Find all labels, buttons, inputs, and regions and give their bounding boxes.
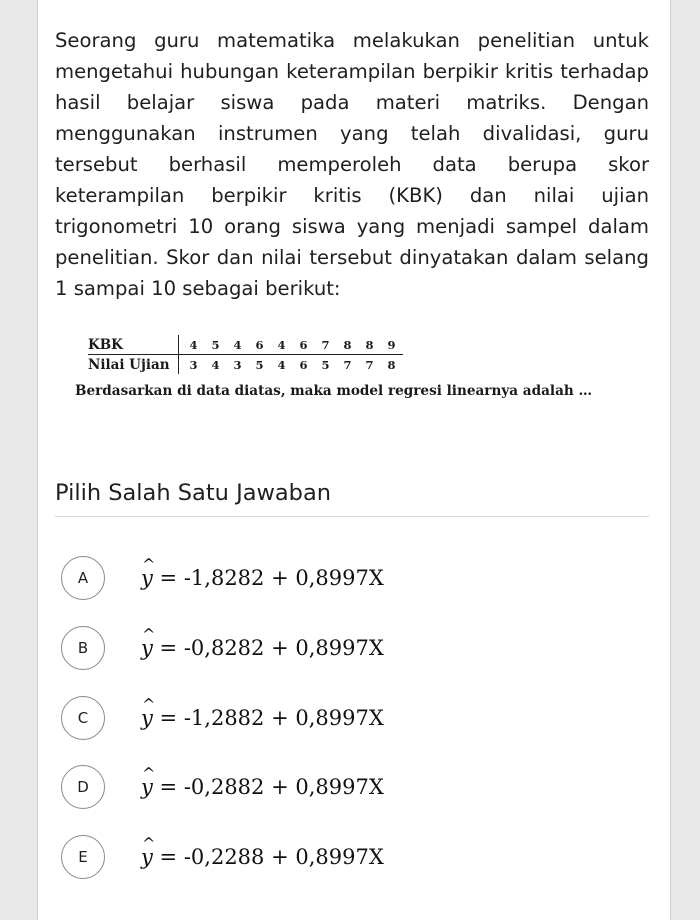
nilai-value: 4 — [211, 357, 220, 372]
answer-option-e[interactable] — [61, 835, 621, 881]
option-letter-b[interactable]: B — [61, 626, 105, 670]
y-hat-symbol: ^ y — [141, 706, 153, 730]
data-table — [88, 335, 403, 374]
option-formula-e — [141, 845, 384, 869]
kbk-value: 5 — [205, 335, 227, 355]
formula-text: = -1,8282 + 0,8997X — [152, 566, 384, 590]
table-row-nilai-ujian — [88, 355, 403, 375]
y-hat-symbol: ^ y — [141, 636, 153, 660]
nilai-value: 6 — [299, 357, 308, 372]
table-row-kbk — [88, 335, 403, 355]
option-formula-a — [141, 566, 384, 590]
row-label-nilai-ujian: Nilai Ujian — [88, 355, 178, 375]
nilai-value: 3 — [189, 357, 198, 372]
nilai-value: 3 — [233, 357, 242, 372]
kbk-value: 4 — [227, 335, 249, 355]
answer-option-c[interactable] — [61, 696, 621, 742]
formula-text: = -1,2882 + 0,8997X — [152, 706, 384, 730]
kbk-value: 8 — [337, 335, 359, 355]
formula-text: = -0,8282 + 0,8997X — [152, 636, 384, 660]
option-letter-d[interactable]: D — [61, 765, 105, 809]
option-formula-d — [141, 775, 384, 799]
question-text: Seorang guru matematika melakukan penelitian untuk mengetahui hubungan keterampilan berpikir kritis terhadap hasil belajar siswa pada materi matriks. Dengan menggunakan instrumen yang telah divalidasi, guru tersebut berhasil memperoleh data berupa skor keterampilan berpikir kritis (KBK) dan nilai ujian trigonometri 10 orang siswa yang menjadi sampel dalam penelitian. Skor dan nilai tersebut dinyatakan dalam selang 1 sampai 10 sebagai berikut: — [55, 29, 649, 300]
kbk-value: 4 — [271, 335, 293, 355]
y-hat-symbol: ^ y — [141, 775, 153, 799]
kbk-value: 6 — [293, 335, 315, 355]
option-letter-a[interactable]: A — [61, 556, 105, 600]
question-prompt: Berdasarkan di data diatas, maka model regresi linearnya adalah … — [75, 383, 593, 399]
kbk-value: 8 — [359, 335, 381, 355]
option-formula-b — [141, 636, 384, 660]
kbk-value: 9 — [381, 335, 403, 355]
nilai-value: 8 — [387, 357, 396, 372]
divider — [55, 516, 649, 517]
kbk-value: 7 — [315, 335, 337, 355]
kbk-value: 6 — [249, 335, 271, 355]
answer-option-b[interactable] — [61, 626, 621, 672]
kbk-value: 4 — [178, 335, 205, 355]
formula-text: = -0,2288 + 0,8997X — [152, 845, 384, 869]
option-letter-e[interactable]: E — [61, 835, 105, 879]
nilai-value: 5 — [321, 357, 330, 372]
nilai-value: 4 — [277, 357, 286, 372]
option-formula-c — [141, 706, 384, 730]
answer-option-a[interactable] — [61, 556, 621, 602]
option-letter-c[interactable]: C — [61, 696, 105, 740]
nilai-value: 5 — [255, 357, 264, 372]
nilai-value: 7 — [343, 357, 352, 372]
y-hat-symbol: ^ y — [141, 566, 153, 590]
answer-option-d[interactable] — [61, 765, 621, 811]
row-label-kbk: KBK — [88, 335, 178, 355]
nilai-value: 7 — [365, 357, 374, 372]
y-hat-symbol: ^ y — [141, 845, 153, 869]
section-title: Pilih Salah Satu Jawaban — [55, 480, 332, 506]
question-card — [37, 0, 671, 920]
formula-text: = -0,2882 + 0,8997X — [152, 775, 384, 799]
